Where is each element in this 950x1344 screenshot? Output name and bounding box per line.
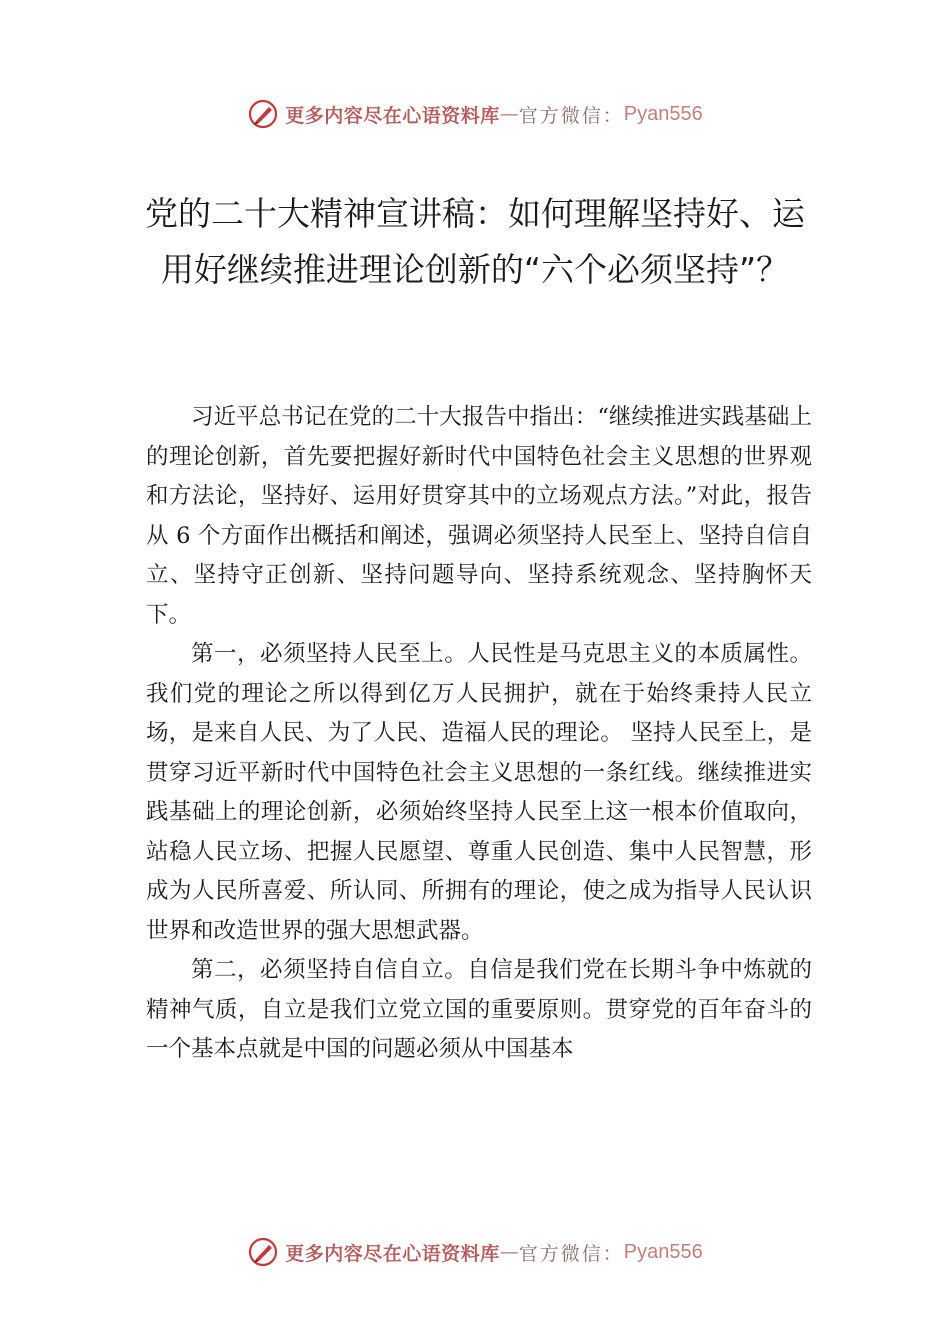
banner-slogan: 更多内容尽在心语资料库 — [285, 1242, 500, 1265]
banner-wechat-label: 官方微信： — [518, 1242, 624, 1265]
paragraph-intro: 习近平总书记在党的二十大报告中指出：“继续推进实践基础上的理论创新，首先要把握好新时代中国特色社会主义思想的世界观和方法论，坚持好、运用好贯穿其中的立场观点方法。”对此，报告从 6 个方面作出概括和阐述，强调必须坚持人民至上、坚持自信自立、坚持守正创新、坚持问题导向、坚持系统观念、坚持胸怀天下。 — [146, 404, 812, 628]
footer-watermark-banner — [0, 1232, 950, 1272]
pen-logo-icon — [247, 98, 279, 130]
banner-wechat-id: Pyan556 — [623, 1240, 703, 1263]
document-title: 党的二十大精神宣讲稿：如何理解坚持好、运用好继续推进理论创新的“六个必须坚持”？ — [145, 194, 805, 289]
banner-wechat-id: Pyan556 — [623, 102, 703, 125]
pen-logo-icon — [247, 1236, 279, 1268]
paragraph-second-point: 第二，必须坚持自信自立。自信是我们党在长期斗争中炼就的精神气质，自立是我们立党立国的重要原则。贯穿党的百年奋斗的一个基本点就是中国的问题必须从中国基本 — [146, 957, 812, 1062]
header-watermark-banner — [0, 94, 950, 134]
banner-dash: — — [499, 1241, 519, 1263]
banner-wechat-label: 官方微信： — [518, 104, 624, 127]
banner-dash: — — [499, 103, 519, 125]
document-body — [146, 398, 812, 1070]
banner-slogan: 更多内容尽在心语资料库 — [285, 104, 500, 127]
paragraph-first-point: 第一，必须坚持人民至上。人民性是马克思主义的本质属性。我们党的理论之所以得到亿万人民拥护，就在于始终秉持人民立场，是来自人民、为了人民、造福人民的理论。 坚持人民至上，是贯穿习近平新时代中国特色社会主义思想的一条红线。继续推进实践基础上的理论创新，必须始终坚持人民至上这一根本价值取向，站稳人民立场、把握人民愿望、尊重人民创造、集中人民智慧，形成为人民所喜爱、所认同、所拥有的理论，使之成为指导人民认识世界和改造世界的强大思想武器。 — [146, 641, 812, 944]
